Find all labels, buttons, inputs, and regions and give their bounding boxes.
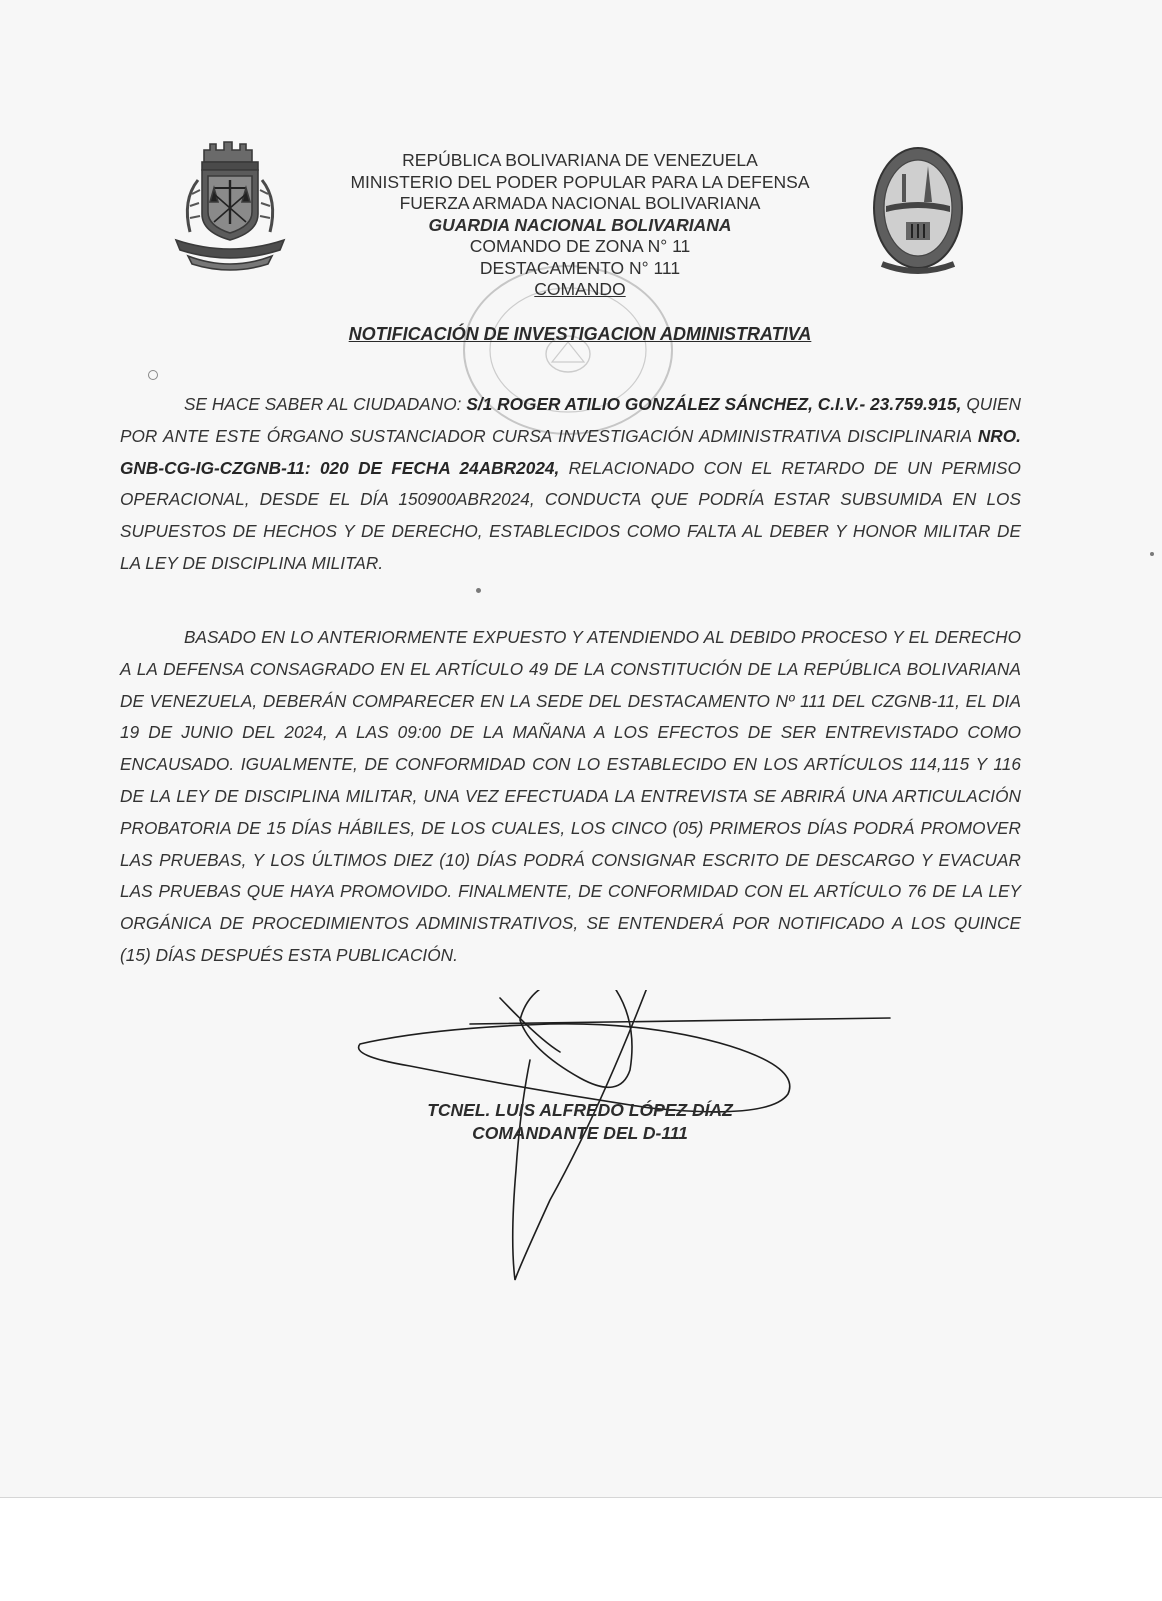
p1-person-name: S/1 ROGER ATILIO GONZÁLEZ SÁNCHEZ, C.I.V.- 23.759.915, xyxy=(466,394,962,414)
letterhead xyxy=(300,150,860,301)
destacamento-111-emblem-icon xyxy=(872,146,964,276)
signatory-block xyxy=(380,1099,780,1145)
signatory-name: TCNEL. LUIS ALFREDO LÓPEZ DÍAZ xyxy=(427,1100,733,1120)
header-armed-forces: FUERZA ARMADA NACIONAL BOLIVARIANA xyxy=(399,193,761,213)
scan-speck xyxy=(476,588,481,593)
document-title: NOTIFICACIÓN DE INVESTIGACION ADMINISTRATIVA xyxy=(348,324,812,344)
scan-speck xyxy=(1150,552,1154,556)
coat-of-arms-icon xyxy=(168,140,292,272)
header-command: COMANDO xyxy=(534,279,626,299)
header-zone-command: COMANDO DE ZONA N° 11 xyxy=(469,236,691,256)
p1-case-reference: NRO. GNB-CG-IG-CZGNB-11: 020 DE FECHA 24ABR2024, xyxy=(120,425,1021,478)
header-detachment: DESTACAMENTO N° 111 xyxy=(479,257,681,278)
header-ministry: MINISTERIO DEL PODER POPULAR PARA LA DEFENSA xyxy=(350,171,810,192)
notice-paragraph-1 xyxy=(120,389,1021,580)
p1-text-2: RELACIONADO CON EL RETARDO DE UN PERMISO OPERACIONAL, DESDE EL DÍA 150900ABR2024, CONDUCTA QUE PODRÍA ESTAR SUBSUMIDA EN LOS SUPUESTOS DE HECHOS Y DE DERECHO, ESTABLECIDOS COMO FALTA AL DEBER Y HONOR MILITAR DE LA LEY DE DISCIPLINA MILITAR. xyxy=(120,457,1021,573)
p1-text-1: QUIEN POR ANTE ESTE ÓRGANO SUSTANCIADOR CURSA INVESTIGACIÓN ADMINISTRATIVA DISCIPLINARIA xyxy=(120,394,1021,446)
p2-text: BASADO EN LO ANTERIORMENTE EXPUESTO Y ATENDIENDO AL DEBIDO PROCESO Y EL DERECHO A LA DEFENSA CONSAGRADO EN EL ARTÍCULO 49 DE LA CONSTITUCIÓN DE LA REPÚBLICA BOLIVARIANA DE VENEZUELA, DEBERÁN COMPARECER EN LA SEDE DEL DESTACAMENTO Nº 111 DEL CZGNB-11, EL DIA 19 DE JUNIO DEL 2024, A LAS 09:00 DE LA MAÑANA A LOS EFECTOS DE SER ENTREVISTADO COMO ENCAUSADO. IGUALMENTE, DE CONFORMIDAD CON LO ESTABLECIDO EN LOS ARTÍCULOS 114,115 Y 116 DE LA LEY DE DISCIPLINA MILITAR, UNA VEZ EFECTUADA LA ENTREVISTA SE ABRIRÁ UNA ARTICULACIÓN PROBATORIA DE 15 DÍAS HÁBILES, DE LOS CUALES, LOS CINCO (05) PRIMEROS DÍAS PODRÁ PROMOVER LAS PRUEBAS, Y LOS ÚLTIMOS DIEZ (10) DÍAS PODRÁ CONSIGNAR ESCRITO DE DESCARGO Y EVACUAR LAS PRUEBAS QUE HAYA PROMOVIDO. FINALMENTE, DE CONFORMIDAD CON EL ARTÍCULO 76 DE LA LEY ORGÁNICA DE PROCEDIMIENTOS ADMINISTRATIVOS, SE ENTENDERÁ POR NOTIFICADO A LOS QUINCE (15) DÍAS DESPUÉS ESTA PUBLICACIÓN. xyxy=(120,627,1021,965)
header-guard: GUARDIA NACIONAL BOLIVARIANA xyxy=(428,214,732,235)
scan-bottom-margin xyxy=(0,1497,1162,1601)
handwritten-signature xyxy=(350,990,920,1320)
scan-speck xyxy=(148,370,158,380)
notice-paragraph-2 xyxy=(120,622,1021,972)
signatory-position: COMANDANTE DEL D-111 xyxy=(472,1123,688,1143)
header-republic: REPÚBLICA BOLIVARIANA DE VENEZUELA xyxy=(402,150,758,170)
p1-intro: SE HACE SABER AL CIUDADANO: xyxy=(184,394,462,414)
